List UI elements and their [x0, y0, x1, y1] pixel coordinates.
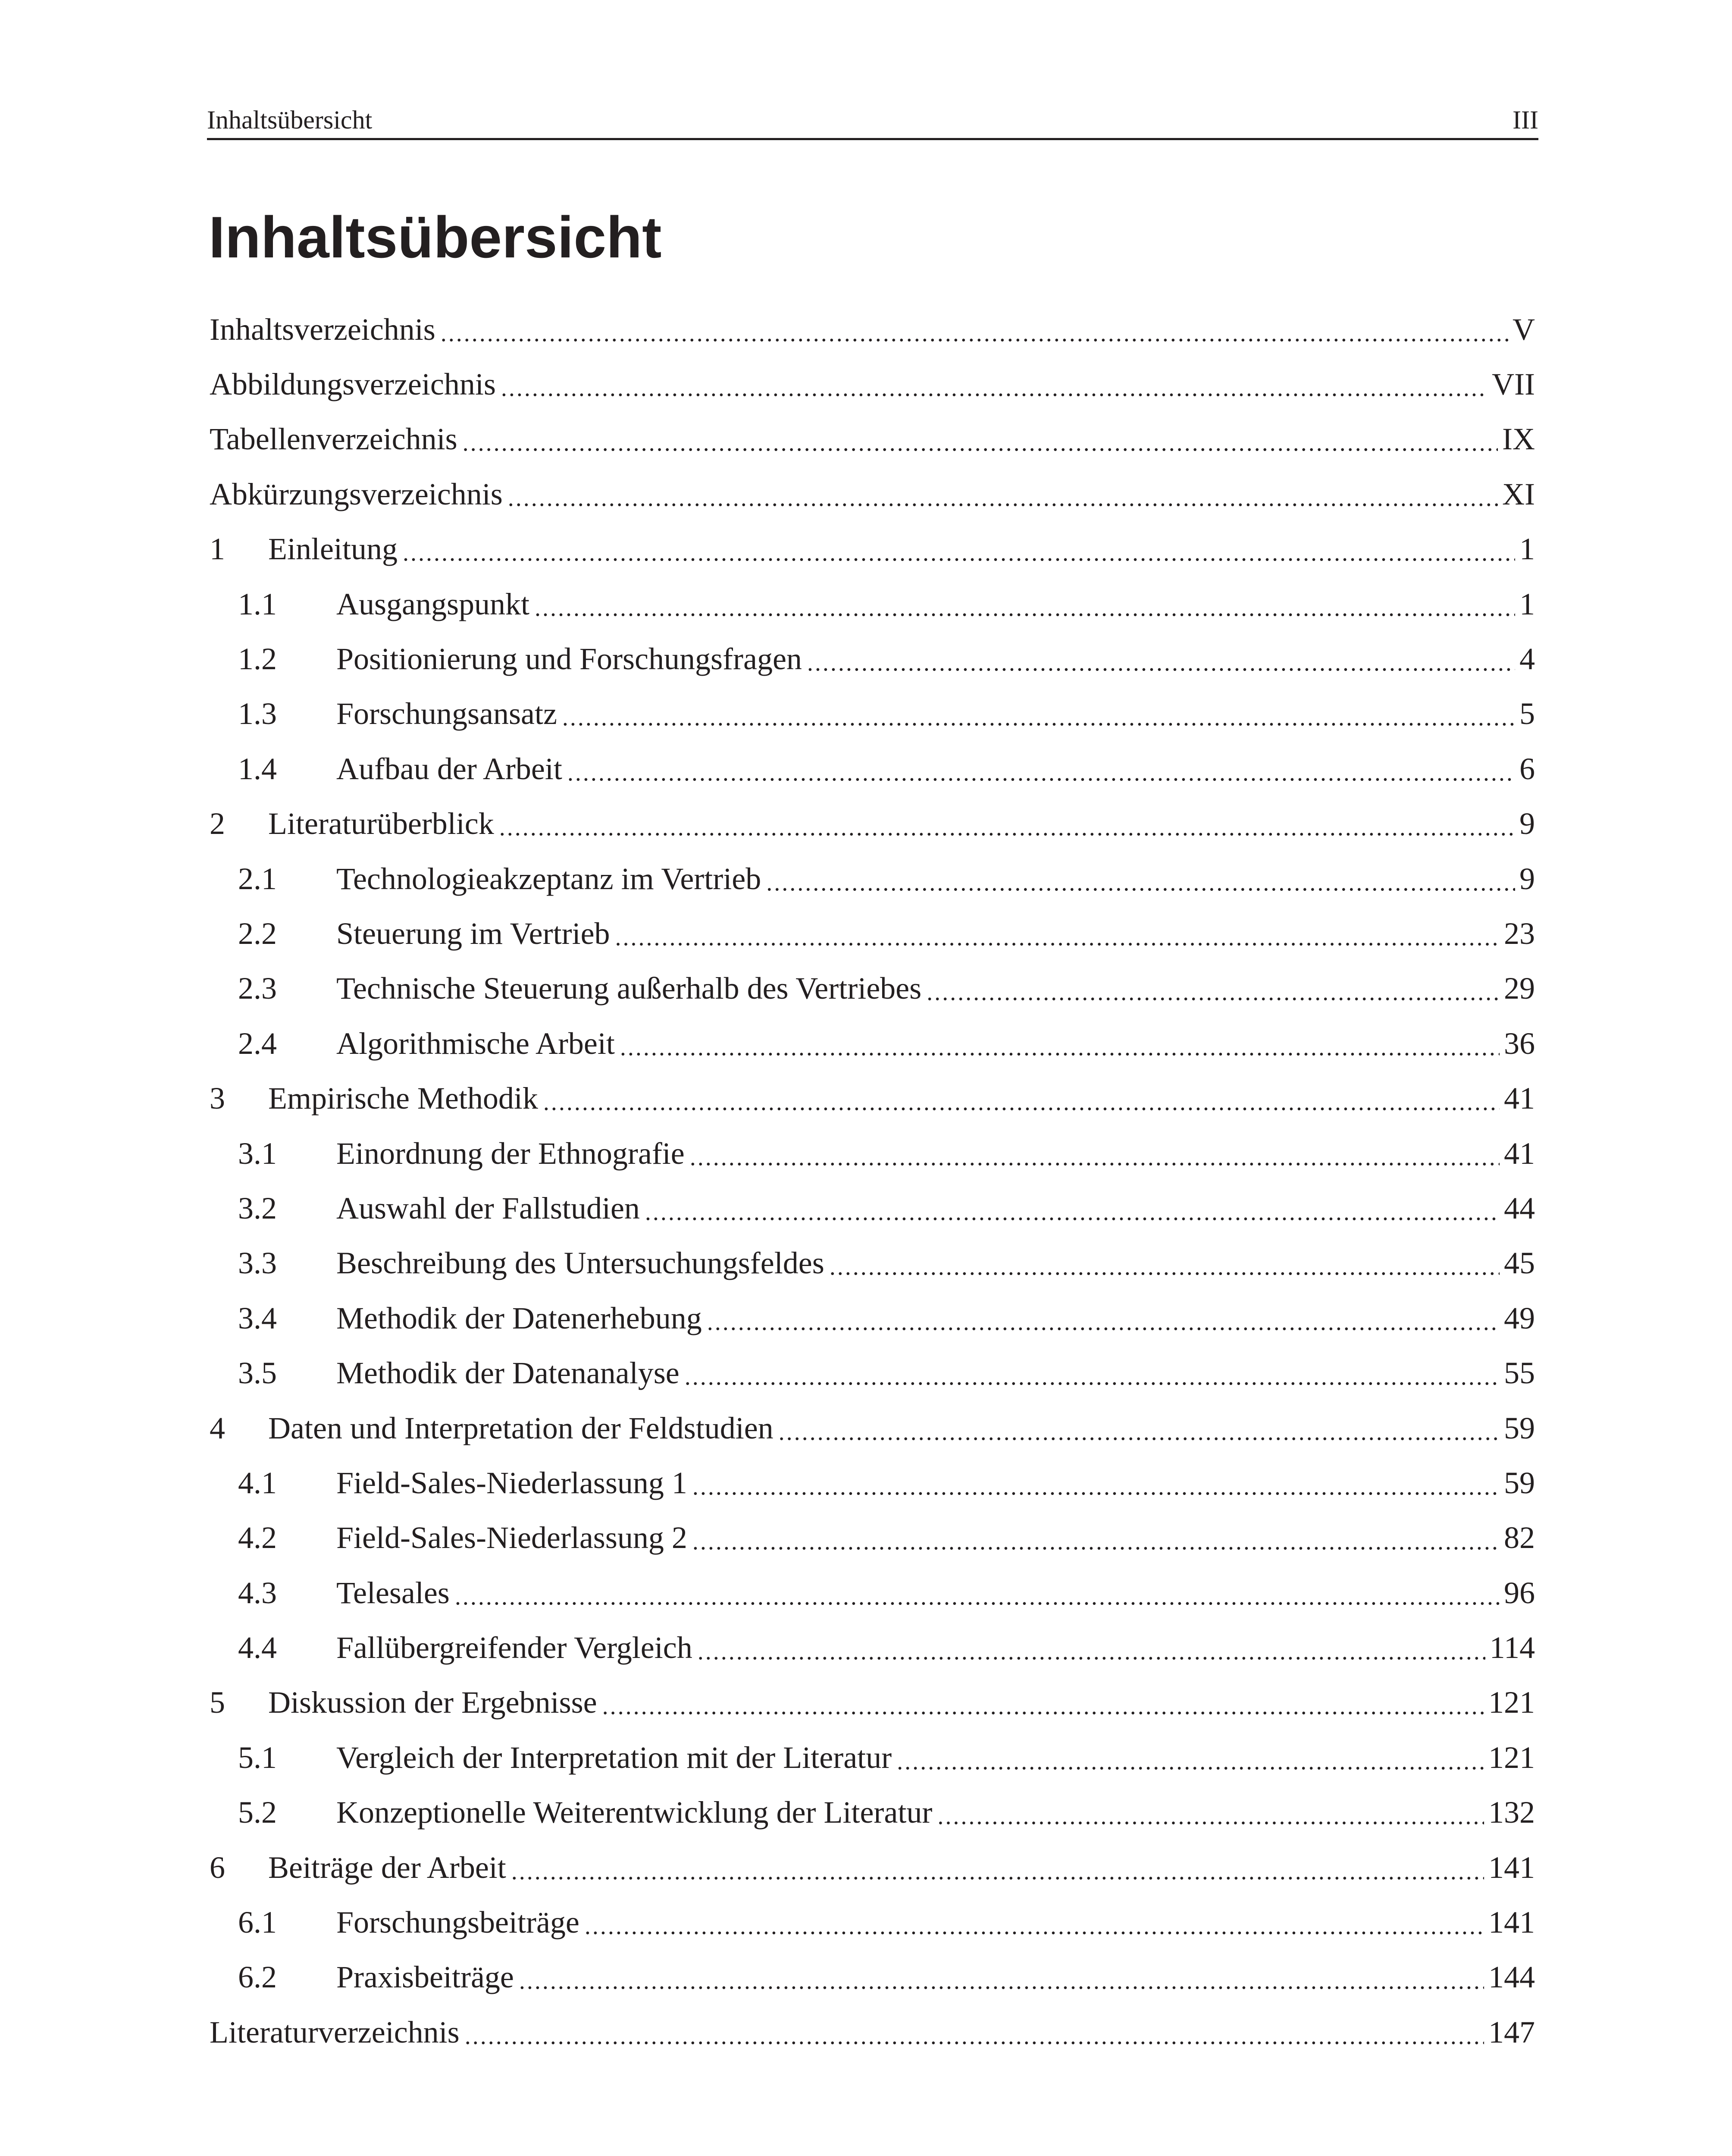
- toc-entry-page: 1: [1519, 532, 1535, 567]
- toc-entry[interactable]: [210, 1675, 1535, 1730]
- toc-dot-leader: [455, 1573, 1500, 1612]
- toc-entry-page: XI: [1502, 476, 1535, 511]
- toc-dot-leader: [927, 969, 1500, 1008]
- toc-entry-label: Daten und Interpretation der Feldstudien: [268, 1410, 774, 1445]
- toc-entry-number: 2.2: [238, 916, 277, 951]
- toc-entry-label: Auswahl der Fallstudien: [336, 1191, 640, 1225]
- toc-entry[interactable]: [210, 1181, 1535, 1235]
- toc-dot-leader: [698, 1628, 1485, 1667]
- toc-entry-label: Konzeptionelle Weiterentwicklung der Literatur: [336, 1795, 933, 1830]
- toc-entry-number: 5: [210, 1685, 225, 1720]
- toc-dot-leader: [897, 1738, 1484, 1777]
- toc-entry[interactable]: [210, 631, 1535, 686]
- toc-entry-label: Empirische Methodik: [268, 1081, 538, 1116]
- toc-entry-number: 1.2: [238, 642, 277, 677]
- toc-entry-page: 96: [1504, 1575, 1535, 1610]
- toc-entry-page: 41: [1504, 1081, 1535, 1116]
- toc-dot-leader: [499, 804, 1515, 843]
- toc-dot-leader: [620, 1024, 1500, 1063]
- toc-entry-number: 6: [210, 1850, 225, 1885]
- toc-entry-number: 6.2: [238, 1960, 277, 1995]
- toc-entry[interactable]: [210, 1620, 1535, 1675]
- toc-dot-leader: [692, 1463, 1500, 1502]
- running-header-title: Inhaltsübersicht: [207, 106, 373, 134]
- toc-dot-leader: [707, 1299, 1500, 1338]
- toc-entry-number: 2.4: [238, 1026, 277, 1061]
- toc-entry-label: Aufbau der Arbeit: [336, 751, 562, 786]
- toc-dot-leader: [562, 694, 1515, 733]
- toc-dot-leader: [535, 585, 1515, 624]
- toc-entry-number: 3.2: [238, 1191, 277, 1225]
- toc-entry[interactable]: [210, 302, 1535, 357]
- toc-entry-number: 3.1: [238, 1136, 277, 1171]
- toc-entry-page: 147: [1488, 2015, 1535, 2049]
- toc-entry-label: Ausgangspunkt: [336, 586, 529, 621]
- toc-dot-leader: [807, 639, 1515, 678]
- toc-entry-page: IX: [1502, 422, 1535, 457]
- toc-entry-label: Inhaltsverzeichnis: [210, 312, 435, 347]
- toc-entry-page: 59: [1504, 1465, 1535, 1500]
- toc-entry-label: Diskussion der Ergebnisse: [268, 1685, 597, 1720]
- toc-entry-number: 4.2: [238, 1520, 277, 1555]
- toc-entry-page: 6: [1519, 751, 1535, 786]
- toc-entry-label: Methodik der Datenanalyse: [336, 1356, 680, 1391]
- toc-entry[interactable]: [210, 1510, 1535, 1565]
- toc-entry-number: 2.3: [238, 971, 277, 1006]
- toc-entry-number: 4.1: [238, 1465, 277, 1500]
- toc-entry-page: 132: [1488, 1795, 1535, 1830]
- toc-entry-label: Beiträge der Arbeit: [268, 1850, 506, 1885]
- toc-entry-label: Field-Sales-Niederlassung 2: [336, 1520, 687, 1555]
- toc-entry[interactable]: [210, 1455, 1535, 1510]
- toc-entry-label: Vergleich der Interpretation mit der Literatur: [336, 1740, 892, 1775]
- toc-entry-page: 82: [1504, 1520, 1535, 1555]
- toc-entry-number: 1.3: [238, 696, 277, 731]
- page-title: Inhaltsübersicht: [209, 204, 662, 270]
- toc-entry[interactable]: [210, 1840, 1535, 1895]
- toc-entry-page: 4: [1519, 642, 1535, 677]
- toc-entry[interactable]: [210, 686, 1535, 741]
- toc-dot-leader: [690, 1134, 1500, 1173]
- toc-entry-page: 49: [1504, 1300, 1535, 1335]
- toc-entry[interactable]: [210, 1126, 1535, 1181]
- toc-entry-page: 45: [1504, 1246, 1535, 1281]
- toc-entry-page: 23: [1504, 916, 1535, 951]
- toc-entry-number: 1.4: [238, 751, 277, 786]
- toc-entry-label: Telesales: [336, 1575, 450, 1610]
- toc-entry-number: 6.1: [238, 1905, 277, 1940]
- toc-entry-label: Einordnung der Ethnografie: [336, 1136, 685, 1171]
- toc-entry-page: 9: [1519, 806, 1535, 841]
- toc-entry[interactable]: [210, 1071, 1535, 1125]
- toc-entry-number: 1.1: [238, 586, 277, 621]
- toc-entry-number: 2.1: [238, 861, 277, 896]
- toc-entry[interactable]: [210, 1236, 1535, 1291]
- toc-entry[interactable]: [210, 961, 1535, 1016]
- toc-entry[interactable]: [210, 577, 1535, 631]
- toc-dot-leader: [585, 1903, 1484, 1942]
- toc-entry-number: 5.2: [238, 1795, 277, 1830]
- toc-entry[interactable]: [210, 1401, 1535, 1455]
- toc-dot-leader: [508, 475, 1498, 514]
- toc-entry[interactable]: [210, 1730, 1535, 1785]
- toc-entry-page: 55: [1504, 1356, 1535, 1391]
- toc-entry-label: Forschungsansatz: [336, 696, 557, 731]
- toc-entry-page: 44: [1504, 1191, 1535, 1225]
- toc-entry[interactable]: [210, 1345, 1535, 1400]
- toc-dot-leader: [692, 1518, 1500, 1557]
- toc-entry-label: Literaturverzeichnis: [210, 2015, 460, 2049]
- toc-entry[interactable]: [210, 1950, 1535, 2005]
- toc-entry-number: 4: [210, 1410, 225, 1445]
- toc-entry-page: VII: [1492, 367, 1535, 402]
- toc-dot-leader: [567, 749, 1515, 788]
- toc-entry-number: 1: [210, 532, 225, 567]
- toc-entry-page: 5: [1519, 696, 1535, 731]
- toc-entry-number: 3.3: [238, 1246, 277, 1281]
- toc-entry-label: Positionierung und Forschungsfragen: [336, 642, 802, 677]
- toc-dot-leader: [463, 420, 1498, 458]
- toc-entry[interactable]: [210, 1565, 1535, 1620]
- toc-entry[interactable]: [210, 741, 1535, 796]
- toc-entry-page: 1: [1519, 586, 1535, 621]
- toc-entry-label: Field-Sales-Niederlassung 1: [336, 1465, 687, 1500]
- toc-dot-leader: [766, 859, 1515, 898]
- toc-entry[interactable]: [210, 851, 1535, 906]
- running-header: [207, 102, 1538, 140]
- toc-dot-leader: [403, 530, 1515, 568]
- toc-entry-page: 29: [1504, 971, 1535, 1006]
- toc-entry-label: Technische Steuerung außerhalb des Vertriebes: [336, 971, 922, 1006]
- toc-entry-page: 59: [1504, 1410, 1535, 1445]
- toc-entry[interactable]: [210, 357, 1535, 411]
- toc-dot-leader: [830, 1244, 1500, 1282]
- toc-entry[interactable]: [210, 522, 1535, 577]
- toc-dot-leader: [779, 1409, 1500, 1448]
- toc-entry[interactable]: [210, 1895, 1535, 1949]
- toc-dot-leader: [501, 365, 1488, 404]
- toc-dot-leader: [543, 1079, 1500, 1118]
- toc-entry-page: 141: [1488, 1905, 1535, 1940]
- toc-entry[interactable]: [210, 2005, 1535, 2059]
- toc-dot-leader: [685, 1354, 1500, 1392]
- toc-dot-leader: [937, 1793, 1484, 1832]
- toc-entry[interactable]: [210, 1291, 1535, 1345]
- toc-entry-label: Literaturüberblick: [268, 806, 494, 841]
- toc-entry[interactable]: [210, 412, 1535, 467]
- toc-entry-number: 2: [210, 806, 225, 841]
- toc-entry-label: Beschreibung des Untersuchungsfeldes: [336, 1246, 824, 1281]
- toc-entry-page: 121: [1488, 1740, 1535, 1775]
- toc-entry-label: Forschungsbeiträge: [336, 1905, 579, 1940]
- toc-entry[interactable]: [210, 796, 1535, 851]
- toc-entry-number: 3.5: [238, 1356, 277, 1391]
- toc-dot-leader: [602, 1683, 1484, 1722]
- toc-entry-page: V: [1513, 312, 1535, 347]
- toc-entry-label: Algorithmische Arbeit: [336, 1026, 615, 1061]
- toc-dot-leader: [615, 914, 1500, 953]
- toc-entry-label: Einleitung: [268, 532, 398, 567]
- toc-entry-label: Praxisbeiträge: [336, 1960, 514, 1995]
- toc-entry[interactable]: [210, 1016, 1535, 1071]
- toc-entry-page: 114: [1489, 1630, 1535, 1665]
- table-of-contents: [210, 302, 1535, 2060]
- toc-entry-number: 4.3: [238, 1575, 277, 1610]
- toc-entry-number: 5.1: [238, 1740, 277, 1775]
- toc-dot-leader: [465, 2013, 1484, 2052]
- toc-entry-label: Abkürzungsverzeichnis: [210, 476, 503, 511]
- toc-entry-label: Steuerung im Vertrieb: [336, 916, 610, 951]
- toc-dot-leader: [519, 1958, 1484, 1996]
- toc-entry-page: 144: [1488, 1960, 1535, 1995]
- toc-entry-page: 36: [1504, 1026, 1535, 1061]
- toc-entry[interactable]: [210, 1785, 1535, 1840]
- toc-entry[interactable]: [210, 906, 1535, 961]
- toc-dot-leader: [645, 1189, 1500, 1228]
- running-header-page-number: III: [1513, 106, 1538, 134]
- toc-entry-page: 9: [1519, 861, 1535, 896]
- toc-entry-number: 4.4: [238, 1630, 277, 1665]
- toc-dot-leader: [441, 310, 1508, 349]
- toc-dot-leader: [511, 1848, 1484, 1887]
- toc-entry-page: 141: [1488, 1850, 1535, 1885]
- toc-entry-label: Methodik der Datenerhebung: [336, 1300, 702, 1335]
- toc-entry-label: Fallübergreifender Vergleich: [336, 1630, 692, 1665]
- toc-entry-label: Abbildungsverzeichnis: [210, 367, 496, 402]
- toc-entry-label: Technologieakzeptanz im Vertrieb: [336, 861, 761, 896]
- toc-entry[interactable]: [210, 467, 1535, 521]
- toc-entry-page: 41: [1504, 1136, 1535, 1171]
- toc-entry-label: Tabellenverzeichnis: [210, 422, 457, 457]
- toc-entry-number: 3.4: [238, 1300, 277, 1335]
- toc-entry-number: 3: [210, 1081, 225, 1116]
- toc-entry-page: 121: [1488, 1685, 1535, 1720]
